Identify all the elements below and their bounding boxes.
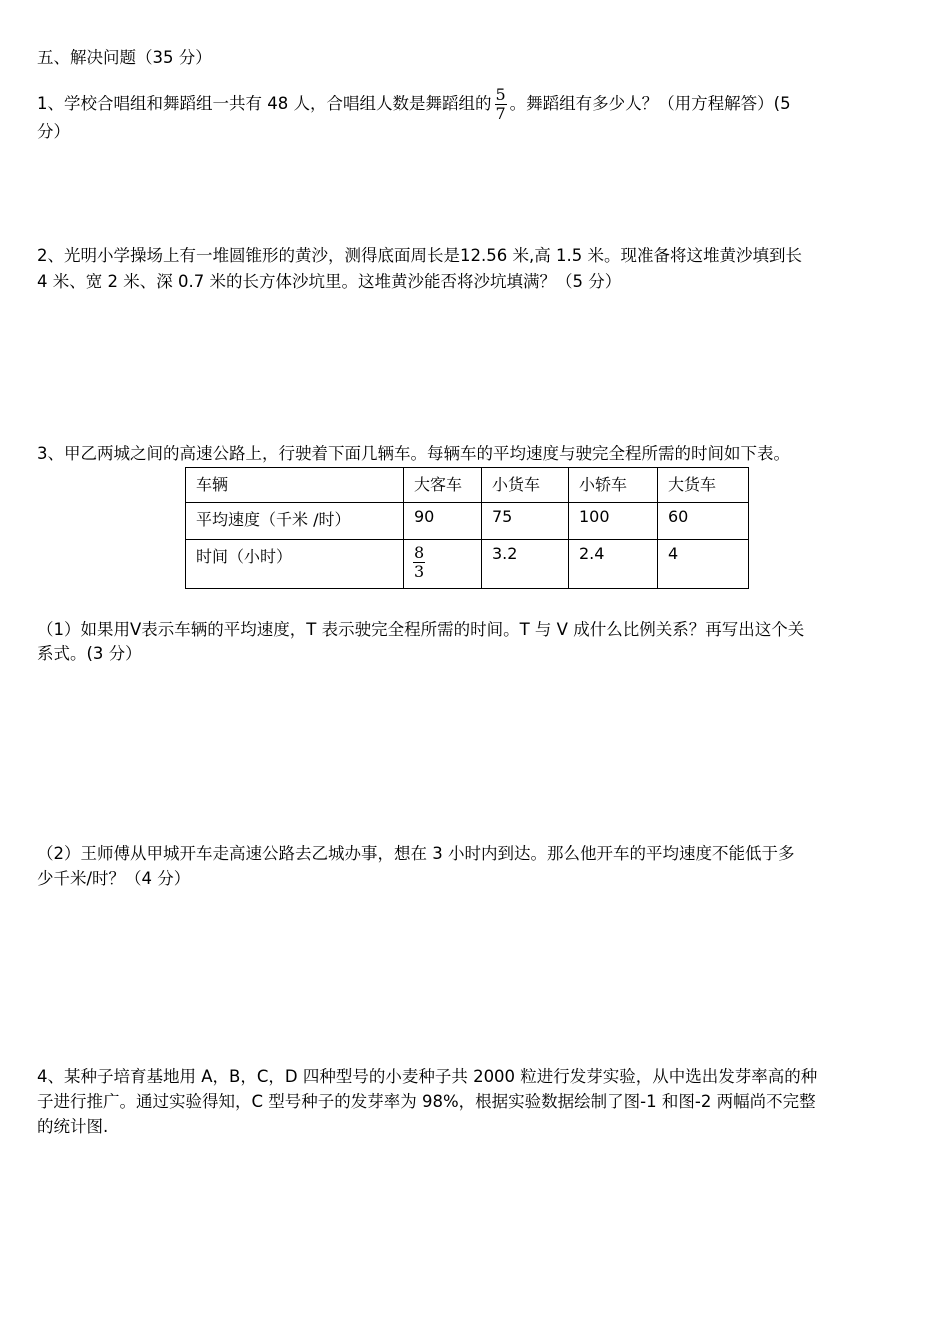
table-header-cell: 小轿车	[569, 468, 658, 503]
table-header-cell: 车辆	[186, 468, 404, 503]
question-1-line-1	[37, 86, 791, 123]
table-header-cell: 小货车	[482, 468, 569, 503]
section-title: 五、解决问题（35 分）	[37, 48, 212, 67]
table-cell: 4	[658, 540, 749, 589]
question-1-text-after: 。舞蹈组有多少人？（用方程解答）(5	[509, 94, 791, 113]
question-3-sub-2-line-1: （2）王师傅从甲城开车走高速公路去乙城办事，想在 3 小时内到达。那么他开车的平均速度不能低于多	[37, 844, 795, 863]
table-row-time	[186, 540, 749, 589]
table-cell: 60	[658, 503, 749, 540]
question-2-line-1: 2、光明小学操场上有一堆圆锥形的黄沙，测得底面周长是12.56 米,高 1.5 米。现准备将这堆黄沙填到长	[37, 246, 802, 265]
table-header-cell: 大货车	[658, 468, 749, 503]
vehicle-table	[185, 467, 749, 589]
question-4-line-2: 子进行推广。通过实验得知，C 型号种子的发芽率为 98%，根据实验数据绘制了图-1 和图-2 两幅尚不完整	[37, 1092, 816, 1111]
question-3-sub-2-line-2: 少千米/时？（4 分）	[37, 869, 191, 888]
table-cell: 90	[404, 503, 482, 540]
table-header-row	[186, 468, 749, 503]
fraction-numerator: 5	[495, 85, 506, 104]
question-1-line-2: 分）	[37, 122, 70, 141]
table-cell: 75	[482, 503, 569, 540]
fraction-denominator: 7	[495, 104, 506, 123]
table-header-cell: 大客车	[404, 468, 482, 503]
question-4-line-3: 的统计图.	[37, 1117, 109, 1136]
question-3-sub-1-line-1: （1）如果用Ⅴ表示车辆的平均速度，T 表示驶完全程所需的时间。T 与 V 成什么比例关系？再写出这个关	[37, 620, 805, 639]
question-4-line-1: 4、某种子培育基地用 A，B，C，D 四种型号的小麦种子共 2000 粒进行发芽实验，从中选出发芽率高的种	[37, 1067, 818, 1086]
fraction-numerator: 8	[414, 543, 425, 562]
question-2-line-2: 4 米、宽 2 米、深 0.7 米的长方体沙坑里。这堆黄沙能否将沙坑填满？（5 分）	[37, 272, 622, 291]
question-1-fraction	[493, 86, 507, 123]
table-row-speed	[186, 503, 749, 540]
question-3-intro: 3、甲乙两城之间的高速公路上，行驶着下面几辆车。每辆车的平均速度与驶完全程所需的时间如下表。	[37, 444, 790, 463]
table-cell	[404, 540, 482, 589]
table-cell: 2.4	[569, 540, 658, 589]
question-1-text-before: 1、学校合唱组和舞蹈组一共有 48 人，合唱组人数是舞蹈组的	[37, 94, 492, 113]
table-cell: 100	[569, 503, 658, 540]
table-cell: 平均速度（千米 /时）	[186, 503, 404, 540]
time-fraction	[412, 544, 426, 581]
table-cell: 3.2	[482, 540, 569, 589]
question-3-sub-1-line-2: 系式。(3 分）	[37, 644, 142, 663]
fraction-denominator: 3	[414, 562, 425, 581]
table-cell: 时间（小时）	[186, 540, 404, 589]
